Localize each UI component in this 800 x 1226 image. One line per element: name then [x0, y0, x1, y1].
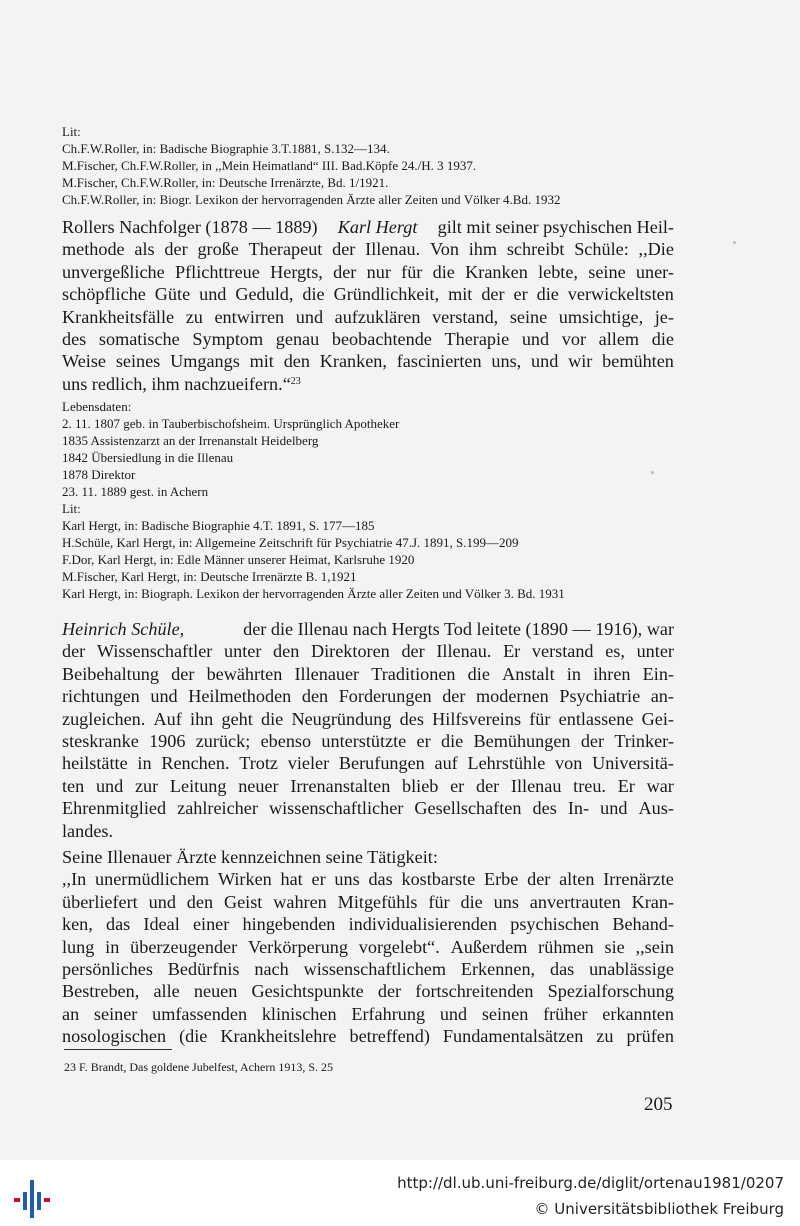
- lit-line: M.Fischer, Ch.F.W.Roller, in: Deutsche Irrenärzte, Bd. 1/1921.: [62, 175, 389, 190]
- paragraph-line: Beibehaltung der bewährten Illenauer Traditionen die Anstalt in ihren Ein-: [62, 663, 674, 684]
- paragraph-line: Ehrenmitglied zahlreicher wissenschaftlicher Gesellschaften des In- und Aus-: [62, 798, 674, 819]
- lebensdaten-line: 1842 Übersiedlung in die Illenau: [62, 450, 234, 465]
- paragraph-line: an seiner umfassenden klinischen Erfahrung und seinen früher erkannten: [62, 1003, 674, 1024]
- lebensdaten-line: 1878 Direktor: [62, 467, 136, 482]
- schuele-paragraph: [62, 618, 674, 842]
- paragraph-line: des somatische Symptom genau beobachtende Therapie und vor allem die: [62, 329, 674, 350]
- paragraph-line: Seine Illenauer Ärzte kennzeichnen seine Tätigkeit:: [62, 847, 438, 867]
- paragraph-line: zugleichen. Auf ihn geht die Neugründung des Hilfsvereins für entlassene Gei-: [62, 708, 674, 729]
- paragraph-line: Bestreben, alle neuen Gesichtspunkte der fortschreitenden Spezialforschung: [62, 981, 674, 1002]
- paragraph-line: nosologischen (die Krankheitslehre betreffend) Fundamentalsätzen zu prüfen: [62, 1026, 674, 1047]
- paragraph-line: Krankheitsfälle zu entwirren und aufzuklären verstand, seine umsichtige, je-: [62, 306, 674, 327]
- paragraph-line: Weise seines Umgangs mit den Kranken, fascinierten uns, und wir bemühten: [62, 351, 674, 372]
- paragraph-line: richtungen und Heilmethoden den Forderungen der modernen Psychiatrie an-: [62, 686, 674, 707]
- paragraph-line: persönliches Bedürfnis nach wissenschaftlichem Erkennen, das unablässige: [62, 959, 674, 980]
- footnote-divider: [64, 1049, 172, 1050]
- lit-line: M.Fischer, Ch.F.W.Roller, in ,,Mein Heimatland“ III. Bad.Köpfe 24./H. 3 1937.: [62, 158, 477, 173]
- footnote-ref: 23: [290, 375, 301, 387]
- lebensdaten-line: Karl Hergt, in: Biograph. Lexikon der hervorragenden Ärzte aller Zeiten und Völker 3. Bd. 1931: [62, 586, 565, 601]
- paragraph-line: heilstätte in Renchen. Trotz vieler Berufungen auf Lehrstühle von Universitä-: [62, 753, 674, 774]
- hergt-lebensdaten: [62, 398, 674, 602]
- lebensdaten-line: M.Fischer, Karl Hergt, in: Deutsche Irrenärzte B. 1,1921: [62, 569, 357, 584]
- scan-speck: [733, 241, 736, 244]
- aerzte-paragraph: [62, 846, 674, 1048]
- copyright-notice: © Universitätsbibliothek Freiburg: [534, 1200, 784, 1218]
- paragraph-line: steskranke 1906 zurück; ebenso unterstützte er die Bemühungen der Trinker-: [62, 731, 674, 752]
- paragraph-line: schöpfliche Güte und Geduld, die Gründlichkeit, mit der er die verwickeltsten: [62, 284, 674, 305]
- logo-bar-center: [30, 1180, 34, 1218]
- lebensdaten-line: 1835 Assistenzarzt an der Irrenanstalt Heidelberg: [62, 433, 319, 448]
- lebensdaten-line: 2. 11. 1807 geb. in Tauberbischofsheim. Ursprünglich Apotheker: [62, 416, 400, 431]
- paragraph-line: Heinrich Schüle, der die Illenau nach Hergts Tod leitete (1890 — 1916), war: [62, 619, 674, 639]
- roller-literature-list: [62, 123, 674, 208]
- lebensdaten-line: Karl Hergt, in: Badische Biographie 4.T. 1891, S. 177—185: [62, 518, 375, 533]
- lit-line: Ch.F.W.Roller, in: Biogr. Lexikon der hervorragenden Ärzte aller Zeiten und Völker 4.Bd. 1932: [62, 192, 561, 207]
- lebensdaten-line: Lit:: [62, 501, 81, 516]
- paragraph-line: uns redlich, ihm nachzueifern.“$^{23}$: [62, 373, 301, 394]
- page-number: 205: [644, 1094, 673, 1115]
- lebensdaten-line: Lebensdaten:: [62, 399, 132, 414]
- paragraph-line: lung in überzeugender Verkörperung vorgelebt“. Außerdem rühmen sie ,,sein: [62, 936, 674, 957]
- name-karl-hergt: Karl Hergt: [337, 217, 418, 237]
- lit-line: Lit:: [62, 124, 81, 139]
- paragraph-line: ken, das Ideal einer hingebenden individualisierenden psychischen Behand-: [62, 914, 674, 935]
- paragraph-line: landes.: [62, 820, 114, 841]
- logo-bar-right: [37, 1192, 41, 1210]
- paragraph-line: überliefert und den Geist wahren Mitgefühls für die uns anvertrauten Kran-: [62, 891, 674, 912]
- footnote: 23 F. Brandt, Das goldene Jubelfest, Achern 1913, S. 25: [64, 1060, 334, 1074]
- ub-freiburg-logo[interactable]: [12, 1178, 52, 1220]
- lit-line: Ch.F.W.Roller, in: Badische Biographie 3.T.1881, S.132—134.: [62, 141, 390, 156]
- paragraph-line: der Wissenschaftler unter den Direktoren der Illenau. Er verstand es, unter: [62, 641, 674, 662]
- paragraph-line: ten und zur Leitung neuer Irrenanstalten blieb er der Illenau treu. Er war: [62, 775, 674, 796]
- hergt-paragraph: [62, 216, 674, 395]
- lebensdaten-line: H.Schüle, Karl Hergt, in: Allgemeine Zeitschrift für Psychiatrie 47.J. 1891, S.199—209: [62, 535, 519, 550]
- paragraph-line: unvergeßliche Pflichttreue Hergts, der nur für die Kranken lebte, seine uner-: [62, 261, 674, 282]
- paragraph-line: ,,In unermüdlichem Wirken hat er uns das kostbarste Erbe der alten Irrenärzte: [62, 869, 674, 890]
- paragraph-line: methode als der große Therapeut der Illenau. Von ihm schreibt Schüle: ,,Die: [62, 239, 674, 260]
- lebensdaten-line: 23. 11. 1889 gest. in Achern: [62, 484, 209, 499]
- lebensdaten-line: F.Dor, Karl Hergt, in: Edle Männer unserer Heimat, Karlsruhe 1920: [62, 552, 415, 567]
- name-heinrich-schuele: Heinrich Schüle,: [62, 619, 185, 639]
- logo-dash-left: [14, 1198, 20, 1202]
- scan-speck: [651, 471, 654, 474]
- logo-bar-left: [23, 1192, 27, 1210]
- logo-dash-right: [44, 1198, 50, 1202]
- paragraph-line: Rollers Nachfolger (1878 — 1889) Karl Hergt gilt mit seiner psychischen Heil-: [62, 217, 674, 237]
- permalink-url[interactable]: http://dl.ub.uni-freiburg.de/diglit/ortenau1981/0207: [397, 1174, 784, 1192]
